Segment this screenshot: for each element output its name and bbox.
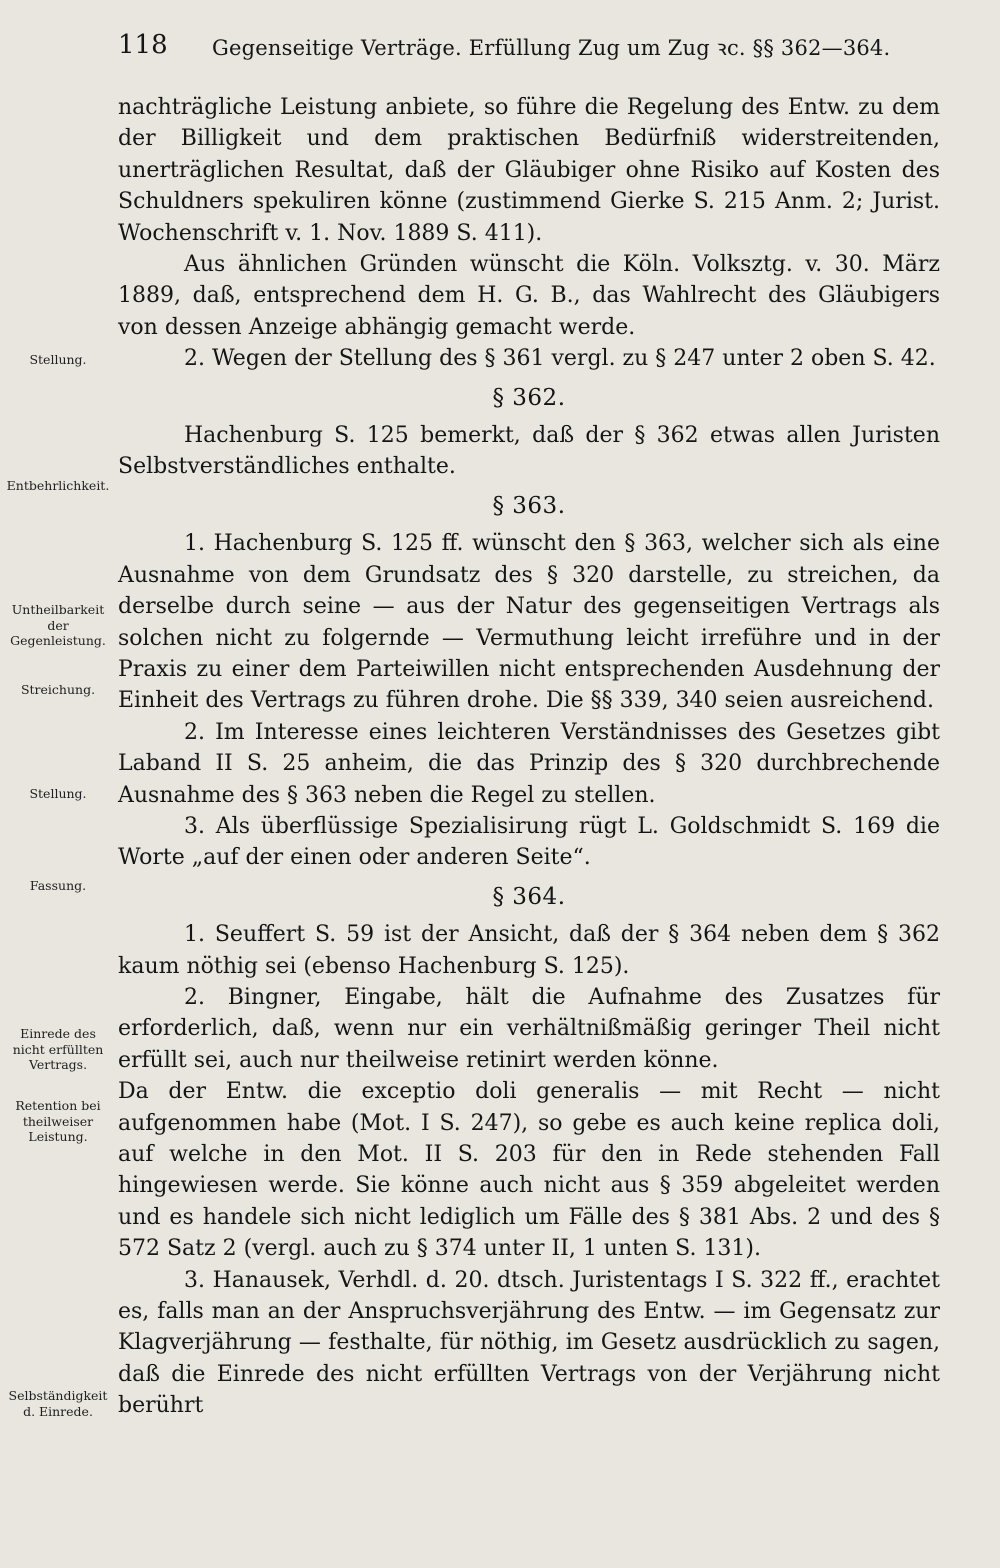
paragraph-362-hachenburg: Hachenburg S. 125 bemerkt, daß der § 362 etwas allen Juristen Selbstverständliches enthalte. [118, 423, 940, 480]
paragraph-364-2: 2. Bingner, Eingabe, hält die Aufnahme des Zusatzes für erforderlich, daß, wenn nur ein verhältnißmäßig geringer Theil nicht erfüllt sei, auch nur theilweise retinirt werden könne. [118, 984, 940, 1073]
paragraph-364-1: 1. Seuffert S. 59 ist der Ansicht, daß der § 364 neben dem § 362 kaum nöthig sei (ebenso Hachenburg S. 125). [118, 922, 940, 979]
paragraph-364-exceptio: Da der Entw. die exceptio doli generalis — mit Recht — nicht aufgenommen habe (Mot. I S. 247), so gebe es auch keine replica doli, auf welche in den Mot. II S. 203 für den in Rede stehenden Fall hingewiesen werde. Sie könne auch nicht aus § 359 abgeleitet werden und es handele sich nicht lediglich um Fälle des § 381 Abs. 2 und des § 572 Satz 2 (vergl. auch zu § 374 unter II, 1 unten S. 131). [118, 1079, 940, 1262]
margin-note-entbehrlichkeit: Entbehrlichkeit. [6, 478, 110, 493]
paragraph-364-3: 3. Hanausek, Verhdl. d. 20. dtsch. Juristentags I S. 322 ff., erachtet es, falls man an der Anspruchsverjährung des Entw. — im Gegensatz zur Klagverjährung — festhalte, für nöthig, im Gesetz ausdrücklich zu sagen, daß die Einrede des nicht erfüllten Vertrags von der Verjährung nicht berührt [118, 1267, 940, 1419]
paragraph-continuation: nachträgliche Leistung anbiete, so führe die Regelung des Entw. zu dem der Billigkeit und dem praktischen Bedürfniß widerstreitenden, unerträglichen Resultat, daß der Gläubiger ohne Risiko auf Kosten des Schuldners spekuliren könne (zustimmend Gierke S. 215 Anm. 2; Jurist. Wochenschrift v. 1. Nov. 1889 S. 411). [118, 95, 940, 246]
margin-note-stellung-363: Stellung. [29, 786, 87, 801]
paragraph-stellung-361: 2. Wegen der Stellung des § 361 vergl. zu § 247 unter 2 oben S. 42. [184, 346, 936, 372]
paragraph-koeln-volksztg: Aus ähnlichen Gründen wünscht die Köln. Volksztg. v. 30. März 1889, daß, entsprechend dem H. G. B., das Wahlrecht des Gläubigers von dessen Anzeige abhängig gemacht werde. [118, 252, 940, 340]
section-heading-363: § 363. [492, 492, 566, 519]
page-number: 118 [118, 30, 168, 60]
margin-note-untheilbarkeit: Untheilbarkeit der Gegenleistung. [10, 602, 106, 648]
margin-note-einrede: Einrede des nicht erfüllten Vertrags. [12, 1026, 104, 1072]
margin-note-stellung-361: Stellung. [29, 352, 87, 367]
paragraph-363-1: 1. Hachenburg S. 125 ff. wünscht den § 363, welcher sich als eine Ausnahme von dem Grundsatz des § 320 darstelle, zu streichen, da derselbe durch seine — aus der Natur des gegenseitigen Vertrags als solchen nicht zu folgernde — Vermuthung leicht irreführe und in der Praxis zu einer dem Parteiwillen nicht entsprechenden Ausdehnung der Einheit des Vertrags zu führen drohe. Die §§ 339, 340 seien ausreichend. [118, 531, 940, 714]
paragraph-363-2: 2. Im Interesse eines leichteren Verständnisses des Gesetzes gibt Laband II S. 25 anheim, die das Prinzip des § 320 durchbrechende Ausnahme des § 363 neben die Regel zu stellen. [118, 719, 940, 808]
section-heading-362: § 362. [492, 384, 566, 411]
section-heading-364: § 364. [492, 883, 566, 910]
margin-note-fassung: Fassung. [29, 878, 87, 893]
paragraph-363-3: 3. Als überflüssige Spezialisirung rügt L. Goldschmidt S. 169 die Worte „auf der einen oder anderen Seite“. [118, 813, 940, 871]
main-text [118, 92, 940, 1422]
running-header [118, 30, 940, 64]
running-title: Gegenseitige Verträge. Erfüllung Zug um Zug ꝛc. §§ 362—364. [212, 36, 891, 60]
margin-note-streichung: Streichung. [20, 682, 96, 697]
margin-note-selbstaendigkeit: Selbständigkeit d. Einrede. [8, 1388, 108, 1419]
margin-note-retention: Retention bei theilweiser Leistung. [15, 1098, 101, 1144]
